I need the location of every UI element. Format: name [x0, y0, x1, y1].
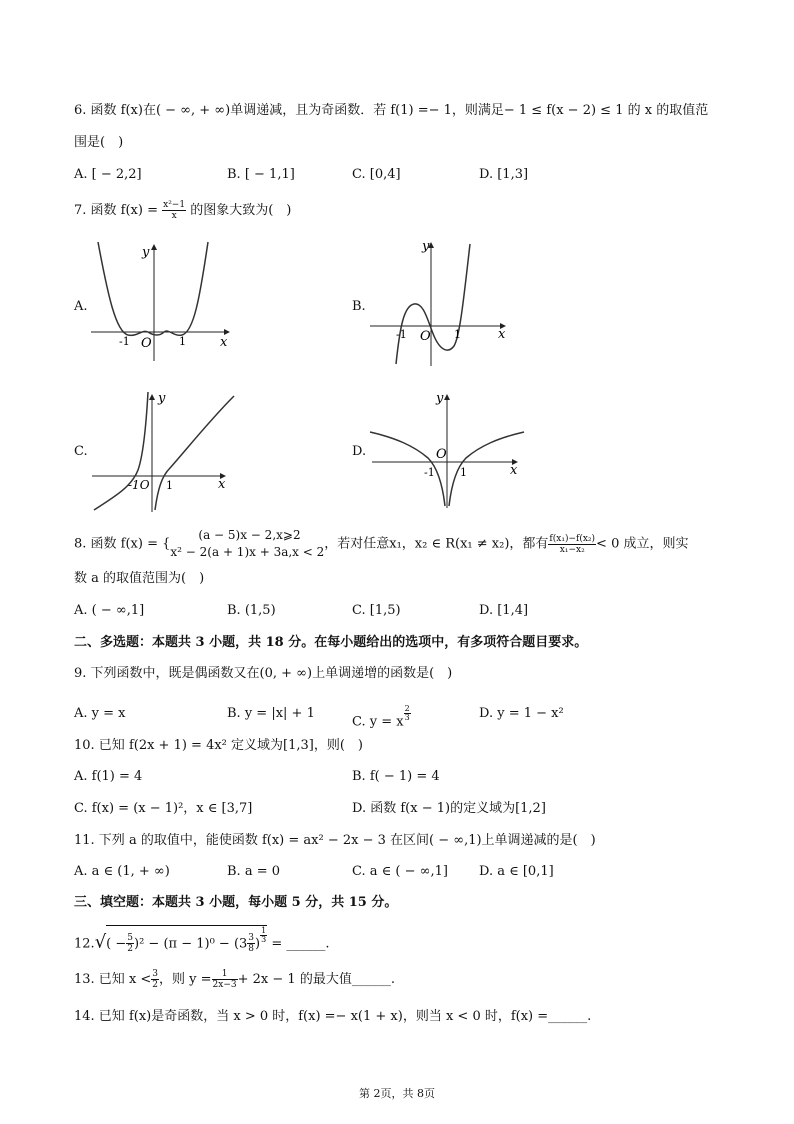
q12-number: 12.	[74, 936, 95, 952]
q13-mid: ，则 y =	[159, 972, 212, 987]
q8-option-c: C. [1,5)	[352, 603, 401, 618]
q12-frac2-den: 8	[248, 944, 255, 955]
q7-graph-c	[86, 388, 241, 514]
graph-b-y-label: y	[422, 239, 430, 254]
q14-stem: 14. 已知 f(x)是奇函数，当 x > 0 时，f(x) =− x(1 + x)，则当 x < 0 时，f(x) =______.	[74, 1009, 592, 1024]
q7-graph-d	[366, 388, 526, 514]
q11-option-d: D. a ∈ [0,1]	[479, 864, 554, 879]
graph-b-origin-label: O	[420, 329, 431, 344]
q7-option-a-label: A.	[74, 299, 88, 314]
q7-option-b-label: B.	[352, 299, 366, 314]
q6-option-a: A. [ − 2,2]	[74, 167, 142, 182]
q13-frac2-den: 2x−3	[212, 980, 237, 990]
q12-frac2-num: 3	[248, 933, 255, 944]
q8-stem-line1	[74, 527, 688, 562]
q9-option-d: D. y = 1 − x²	[479, 706, 564, 721]
q12-part1: ( −	[106, 936, 127, 952]
graph-a-y-arrow-icon	[151, 244, 157, 250]
q9-stem: 9. 下列函数中，既是偶函数又在(0, + ∞)上单调递增的函数是( )	[74, 666, 453, 681]
q10-option-d: D. 函数 f(x − 1)的定义域为[1,2]	[352, 801, 546, 816]
q9-option-b: B. y = |x| + 1	[227, 706, 315, 721]
graph-c-one-label: 1	[166, 479, 173, 492]
q7-fraction	[162, 200, 186, 221]
q13-frac2-num: 1	[212, 969, 238, 980]
graph-b-x-label: x	[498, 327, 506, 342]
q13-stem	[74, 968, 395, 992]
graph-d-neg1-label: -1	[424, 466, 435, 479]
graph-d-x-label: x	[510, 463, 518, 478]
q8-suffix: < 0 成立，则实	[596, 536, 689, 552]
q6-option-b: B. [ − 1,1]	[227, 167, 295, 182]
q6-option-d: D. [1,3]	[479, 167, 529, 182]
graph-b-curve	[396, 244, 470, 364]
q12-stem	[74, 925, 330, 957]
q9-option-c-exp-den: 3	[404, 713, 410, 722]
q8-middle: ，若对任意x₁，x₂ ∈ R(x₁ ≠ x₂)，都有	[324, 536, 549, 552]
q10-option-b: B. f( − 1) = 4	[352, 769, 440, 784]
q9-option-a: A. y = x	[74, 706, 126, 721]
graph-c-x-label: x	[218, 477, 226, 492]
graph-c-y-arrow-icon	[149, 394, 155, 400]
q11-option-a: A. a ∈ (1, + ∞)	[74, 864, 170, 879]
q7-frac-num: x²−1	[163, 200, 186, 210]
graph-c-curve-right	[155, 396, 234, 510]
q6-stem-line2: 围是( )	[74, 135, 124, 150]
q7-suffix: 的图象大致为( )	[190, 203, 292, 218]
q8-piecewise	[170, 527, 324, 561]
q9-option-c-exponent	[404, 705, 411, 722]
q7-frac-den: x	[171, 211, 177, 221]
q8-option-d: D. [1,4]	[479, 603, 529, 618]
q13-frac1	[151, 969, 159, 990]
q12-tail: = ______.	[267, 936, 330, 952]
q10-option-c: C. f(x) = (x − 1)²，x ∈ [3,7]	[74, 801, 253, 816]
graph-c-neg1-origin-label: -1O	[128, 478, 150, 492]
q8-fraction	[548, 534, 596, 555]
graph-a-one-label: 1	[179, 335, 186, 348]
graph-a-curve	[98, 242, 208, 335]
graph-b-one-label: 1	[454, 328, 461, 341]
q10-option-a: A. f(1) = 4	[74, 769, 143, 784]
q7-graph-b	[366, 236, 516, 370]
q7-prefix: 7. 函数 f(x) =	[74, 203, 158, 218]
q7-stem	[74, 200, 291, 221]
q9-option-c-exp-num: 2	[404, 704, 410, 713]
q8-option-a: A. ( − ∞,1]	[74, 603, 145, 618]
q13-tail: + 2x − 1 的最大值______.	[237, 972, 395, 987]
q11-stem: 11. 下列 a 的取值中，能使函数 f(x) = ax² − 2x − 3 在区间( − ∞,1)上单调递减的是( )	[74, 833, 596, 848]
sqrt-icon: √	[94, 931, 107, 953]
q13-frac2	[212, 969, 238, 990]
graph-a-origin-label: O	[141, 336, 152, 351]
q12-frac1-den: 2	[127, 944, 134, 955]
q13-prefix: 13. 已知 x <	[74, 972, 152, 987]
q8-piece-1: (a − 5)x − 2,x⩾2	[198, 528, 301, 542]
graph-b-neg1-label: -1	[396, 328, 407, 341]
graph-d-y-arrow-icon	[444, 394, 450, 400]
graph-d-y-label: y	[436, 391, 444, 406]
q8-option-b: B. (1,5)	[227, 603, 276, 618]
q11-option-c: C. a ∈ ( − ∞,1]	[352, 864, 448, 879]
q12-frac1	[126, 933, 134, 954]
q13-frac1-den: 2	[152, 980, 159, 990]
graph-a-x-label: x	[220, 335, 228, 350]
q13-frac1-num: 3	[152, 969, 159, 979]
q12-exp-den: 3	[261, 935, 267, 944]
q8-frac-den: x₁−x₂	[559, 544, 585, 555]
graph-a-neg1-label: -1	[119, 335, 130, 348]
q8-piece-2: x² − 2(a + 1)x + 3a,x < 2	[170, 545, 325, 559]
graph-c-y-label: y	[158, 391, 166, 406]
q12-radicand	[106, 925, 267, 957]
graph-d-one-label: 1	[460, 466, 467, 479]
graph-d-origin-label: O	[436, 447, 447, 462]
q9-option-c	[352, 705, 411, 731]
q6-stem-line1: 6. 函数 f(x)在( − ∞, + ∞)单调递减，且为奇函数．若 f(1) =− 1，则满足− 1 ≤ f(x − 2) ≤ 1 的 x 的取值范	[74, 103, 709, 118]
page-footer: 第 2页，共 8页	[359, 1087, 435, 1100]
q10-stem: 10. 已知 f(2x + 1) = 4x² 定义域为[1,3]，则( )	[74, 738, 363, 753]
q6-option-c: C. [0,4]	[352, 167, 401, 182]
q12-part2: )² − (π − 1)⁰ − (3	[134, 936, 248, 952]
q8-frac-num: f(x₁)−f(x₂)	[549, 533, 596, 544]
q12-exp-num: 1	[261, 926, 267, 935]
q8-stem-line2: 数 a 的取值范围为( )	[74, 571, 205, 586]
graph-a-y-label: y	[142, 245, 150, 260]
q7-option-c-label: C.	[74, 444, 88, 459]
graph-c-curve-left	[94, 392, 148, 510]
q9-option-c-base: C. y = x	[352, 714, 404, 730]
q11-option-b: B. a = 0	[227, 864, 280, 879]
section-2-heading: 二、多选题：本题共 3 小题，共 18 分。在每小题给出的选项中，有多项符合题目要求。	[74, 635, 588, 650]
section-3-heading: 三、填空题：本题共 3 小题，每小题 5 分，共 15 分。	[74, 895, 398, 910]
q8-prefix: 8. 函数 f(x) = {	[74, 536, 171, 552]
q7-option-d-label: D.	[352, 444, 367, 459]
q12-part3: )	[255, 936, 261, 952]
q12-frac2	[247, 933, 255, 954]
q7-graph-a	[86, 236, 236, 366]
q12-frac1-num: 5	[127, 933, 134, 944]
